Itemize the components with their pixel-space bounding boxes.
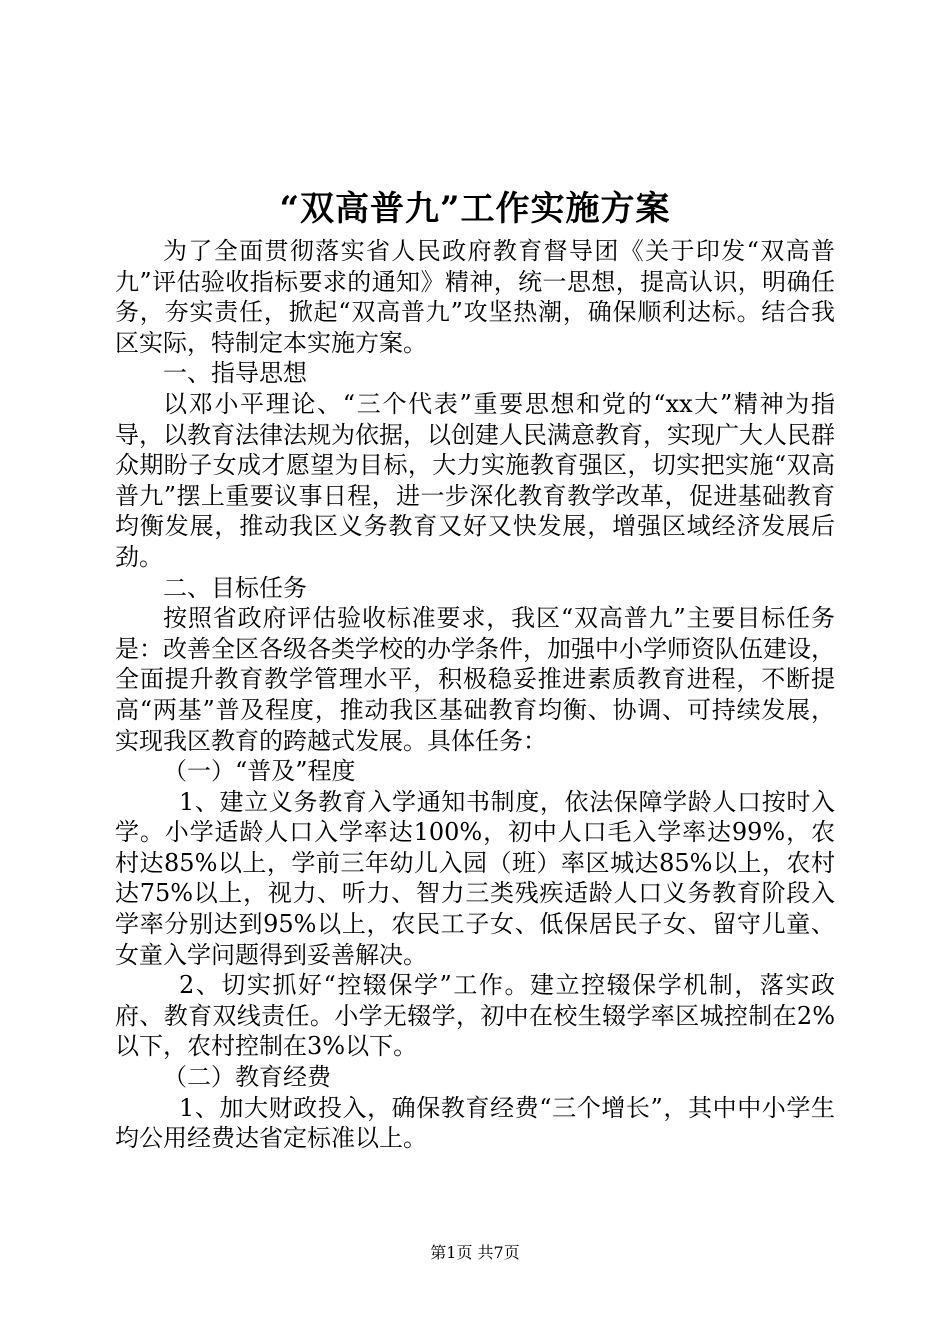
popularization-item-1: 1、建立义务教育入学通知书制度，依法保障学龄人口按时入学。小学适龄人口入学率达100%，初中人口毛入学率达99%，农村达85%以上，学前三年幼儿入园（班）率区城达85%以上，农村达75%以上，视力、听力、智力三类残疾适龄人口义务教育阶段入学率分别达到95%以上，农民工子女、低保居民子女、留守儿童、女童入学问题得到妥善解决。 — [115, 787, 835, 969]
subsection-heading-funding: （二）教育经费 — [163, 1063, 331, 1092]
intro-paragraph: 为了全面贯彻落实省人民政府教育督导团《关于印发“双高普九”评估验收指标要求的通知》精神，统一思想，提高认识，明确任务，夯实责任，掀起“双高普九”攻坚热潮，确保顺利达标。结合我区实际，特制定本实施方案。 — [115, 237, 835, 357]
section-heading-goals: 二、目标任务 — [163, 573, 307, 602]
document-body — [115, 236, 835, 1154]
document-title: “双高普九”工作实施方案 — [279, 189, 671, 229]
page-number-footer: 第1页 共7页 — [430, 1243, 520, 1262]
popularization-item-2: 2、切实抓好“控辍保学”工作。建立控辍保学机制，落实政府、教育双线责任。小学无辍学，初中在校生辍学率区城控制在2%以下，农村控制在3%以下。 — [115, 971, 835, 1061]
subsection-heading-popularization: （一）“普及”程度 — [163, 757, 356, 786]
goals-paragraph: 按照省政府评估验收标准要求，我区“双高普九”主要目标任务是：改善全区各级各类学校的办学条件，加强中小学师资队伍建设，全面提升教育教学管理水平，积极稳妥推进素质教育进程，不断提高“两基”普及程度，推动我区基础教育均衡、协调、可持续发展，实现我区教育的跨越式发展。具体任务： — [115, 604, 835, 755]
section-heading-guiding-thought: 一、指导思想 — [163, 359, 307, 388]
guiding-thought-paragraph: 以邓小平理论、“三个代表”重要思想和党的“xx大”精神为指导，以教育法律法规为依据，以创建人民满意教育，实现广大人民群众期盼子女成才愿望为目标，大力实施教育强区，切实把实施“双高普九”摆上重要议事日程，进一步深化教育教学改革，促进基础教育均衡发展，推动我区义务教育又好又快发展，增强区域经济发展后劲。 — [115, 389, 835, 571]
funding-item-1: 1、加大财政投入，确保教育经费“三个增长”，其中中小学生均公用经费达省定标准以上。 — [115, 1093, 835, 1153]
